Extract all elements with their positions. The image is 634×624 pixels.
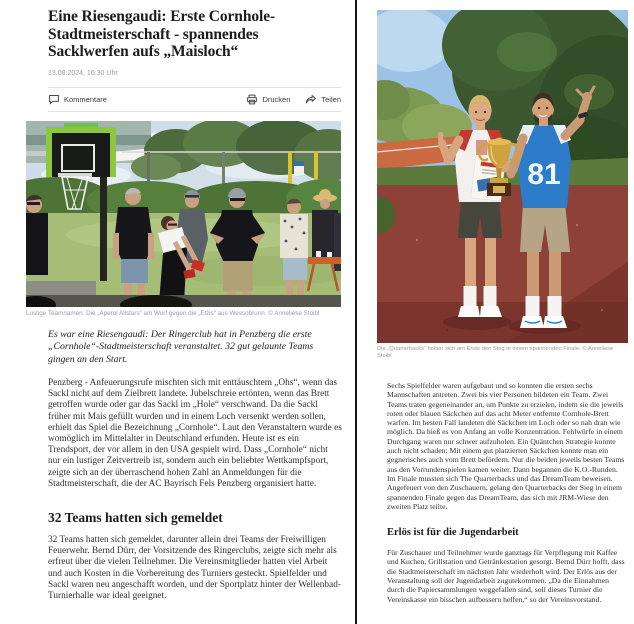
winners-photo — [377, 10, 628, 343]
photo1-caption: Lustige Teamnamen: Die „Aperol Allstars“ am Wurf gegen die „Elzis“ aus Wessobrunn. © Anneliese Stoibl — [26, 309, 320, 317]
comments-label: Kommentare — [64, 94, 107, 104]
share-button[interactable] — [305, 94, 341, 105]
column-divider — [355, 0, 357, 624]
right-paragraph-1: Sechs Spielfelder waren aufgebaut und so konnten die ersten sechs Mannschaften antreten. Zwei bis vier Personen bildeten ein Team. Zwei Teams traten gegeneinander an, um Punkte zu erzielen, indem sie die jeweils roten oder blauen Säckchen auf das acht Meter entfernte Cornhole-Brett warfen. Im besten Fall landeten die Säckchen im Loch oder so nah dran wie möglich. Da hieß es von Anfang an volle Konzentration. Fehlwürfe in einem Durchgang waren nur schwer aufzuholen. Ein Quäntchen Strategie konnte auch nicht schaden: Mit einem gut platzierten Säckchen konnte man ein gegnerisches auch vom Brett befördern. Nur die beiden jeweils besten Teams aus den Vorrundenspielen kamen weiter. Dann begannen die K.O.-Runden. Im Finale mussten sich The Quarterbacks und das DreamTeam beweisen. Angefeuert von den Zuschauern, gelang den Quarterbacks der Sieg in einem spannenden Finale gegen das DreamTeam, das sich mit JRM-Wiese den zweiten Platz teilte. — [387, 381, 625, 511]
comments-button[interactable] — [48, 94, 107, 105]
article-left-column — [26, 0, 341, 602]
tournament-photo-figure — [26, 121, 341, 318]
article-timestamp: 13.08.2024, 16:30 Uhr — [48, 69, 118, 77]
print-button[interactable] — [246, 94, 290, 105]
article-lead: Es war eine Riesengaudi: Der Ringerclub hat in Penzberg die erste „Cornhole“-Stadtmeisterschaft veranstaltet. 32 gut gelaunte Teams gingen an den Start. — [48, 328, 314, 366]
comment-icon — [48, 94, 60, 105]
winners-photo-figure — [377, 10, 628, 360]
jersey-number: 81 — [527, 158, 561, 191]
left-paragraph-1: Penzberg - Anfeuerungsrufe mischten sich mit enttäuschtem „Ohs“, wenn das Sackl nicht auf dem Zielbrett landete. Jubelschreie ertönten, wenn das Brett getroffen wurde oder gar das Sackl im „Hole“ verschwand. Da die Sackl früher mit Mais gefüllt wurden und in einem Loch versenkt werden sollen, erhielt das Spiel die Bezeichnung „Cornhole“. Laut den Veranstaltern wurde es womöglich im Mittelalter in Deutschland erfunden. Heute ist es ein Trendsport, der vor allem in den USA gespielt wird. Dass „Cornhole“ nicht nur ein lustiger Zeitvertreib ist, sondern auch ein beliebter Wettkampfsport, zeigte sich an der überraschend hohen Zahl an Anmeldungen für die Stadtmeisterschaft, die der AC Bayrisch Fels Penzberg organisiert hatte. — [48, 377, 342, 489]
printer-icon — [246, 94, 258, 105]
left-paragraph-2: 32 Teams hatten sich gemeldet, darunter allein drei Teams der Freiwilligen Feuerwehr. Bernd Dürr, der Vorsitzende des Ringerclubs, zeigte sich mehr als erfreut über die vielen Teilnehmer. Die Vereinsmitglieder hatten viel Arbeit und auch Kosten in die Vorbereitung des Turniers gesteckt. Spielfelder und Sackl waren neu angeschafft worden, und der Sportplatz hinter der Wellenbad-Turnierhalle war ideal geeignet. — [48, 534, 341, 601]
left-subheading: 32 Teams hatten sich gemeldet — [48, 509, 223, 525]
article-title: Eine Riesengaudi: Erste Cornhole-Stadtmeisterschaft - spannendes Sacklwerfen aufs „Maisloch“ — [48, 8, 276, 60]
share-icon — [305, 94, 317, 105]
right-paragraph-2: Für Zuschauer und Teilnehmer wurde ganztags für Verpflegung mit Kaffee und Kuchen, Grillstation und Getränkestation gesorgt. Bernd Dürr hofft, dass die Stadtmeisterschaft im nächsten Jahr wiederholt wird. Der Erlös aus der Veranstaltung soll der Jugendarbeit zugutekommen. „Da die Einnahmen durch die Papiersammlungen weggefallen sind, soll dieses Turnier die Vereinskasse ein bisschen aufbessern helfen,“ so der Vereinsvorstand. — [387, 548, 625, 604]
photo2-caption: Die „Quarterbacks“ holten sich am Ende den Sieg in einem spannenden Finale. © Anneliese Stoibl — [377, 346, 614, 359]
right-subheading: Erlös ist für die Jugendarbeit — [387, 527, 519, 539]
article-toolbar — [48, 87, 341, 112]
print-label: Drucken — [262, 94, 291, 104]
toolbar-right-group — [246, 94, 341, 105]
share-label: Teilen — [321, 94, 341, 104]
article-right-column — [377, 10, 628, 604]
tournament-photo — [26, 121, 341, 307]
